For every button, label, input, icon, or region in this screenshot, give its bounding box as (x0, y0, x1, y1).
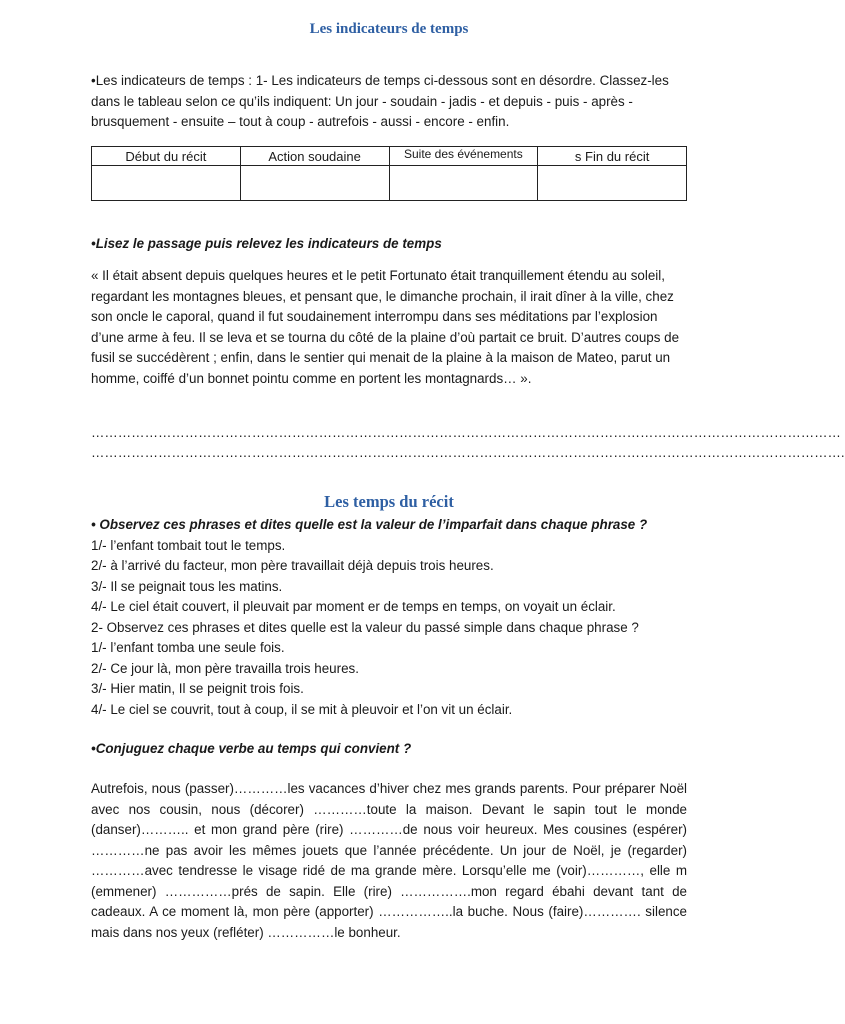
table-header-suite: Suite des événements (389, 147, 538, 166)
section-title-indicateurs: Les indicateurs de temps (309, 21, 469, 37)
table-header-fin: s Fin du récit (538, 147, 687, 166)
answer-line: …………………………………………………………………………………………………………………………………………………… (91, 425, 841, 440)
answer-line: ……………………………………………………………………………………………………………………………………………………. (91, 445, 845, 460)
table-header-debut: Début du récit (92, 147, 241, 166)
list-item: 2/- à l’arrivé du facteur, mon père travaillait déjà depuis trois heures. (91, 558, 494, 573)
passe-simple-list (91, 638, 687, 720)
table-cell-suite (389, 166, 538, 201)
list-item: 1/- l’enfant tombait tout le temps. (91, 537, 286, 553)
table-cell-debut (92, 166, 241, 201)
table-header-row (92, 147, 687, 166)
passage-text: « Il était absent depuis quelques heures et le petit Fortunato était tranquillement étendu au soleil, regardant les montagnes bleues, et pensant que, le dimanche prochain, il irait dîner à la ville, chez son oncle le caporal, quand il fut soudainement interrompu dans ses méditations par l’explosion d’une arme à feu. Il se leva et se tourna du côté de la plaine d’où partait ce bruit. D’autres coups de fusil se succédèrent ; enfin, dans le sentier qui menait de la plaine à la maison de Mateo, parut un homme, coiffé d’un bonnet pointu comme en portent les montagnards… ». (91, 268, 680, 386)
imparfait-list (91, 536, 687, 618)
list-item: 2/- Ce jour là, mon père travailla trois heures. (91, 660, 359, 676)
list-item: 1/- l’enfant tomba une seule fois. (91, 640, 285, 655)
list-item: 3/- Hier matin, Il se peignit trois fois. (91, 681, 304, 696)
question-lisez-passage: •Lisez le passage puis relevez les indicateurs de temps (91, 236, 442, 251)
classification-table (91, 146, 687, 201)
list-item: 4/- Le ciel se couvrit, tout à coup, il se mit à pleuvoir et l’on vit un éclair. (91, 701, 513, 717)
question-imparfait: • Observez ces phrases et dites quelle est la valeur de l’imparfait dans chaque phrase ? (91, 517, 648, 532)
table-answer-row (92, 166, 687, 201)
list-item: 3/- Il se peignait tous les matins. (91, 578, 283, 594)
list-item: 4/- Le ciel était couvert, il pleuvait par moment er de temps en temps, on voyait un éclair. (91, 599, 616, 614)
section-title-temps-recit: Les temps du récit (324, 492, 454, 511)
instruction-paragraph: •Les indicateurs de temps : 1- Les indicateurs de temps ci-dessous sont en désordre. Classez-les dans le tableau selon ce qu’ils indiquent: Un jour - soudain - jadis - et depuis - puis - après - brusquement - ensuite – tout à coup - autrefois - aussi - encore - enfin. (91, 73, 669, 129)
exercise-values-block (91, 515, 687, 720)
table-cell-fin (538, 166, 687, 201)
conjugation-exercise-text: Autrefois, nous (passer)…………les vacances d’hiver chez mes grands parents. Pour préparer Noël avec nos cousin, nous (décorer) …………toute la maison. Devant le sapin tout le monde (danser)……….. et mon grand père (rire) …………de nous voir heureux. Mes cousines (espérer) …………ne pas avoir les mêmes jouets que l’année précédente. Un jour de Noël, je (regarder) …………avec tendresse le visage ridé de ma grande mère. Lorsqu’elle me (voir)…………, elle m (emmener) ……………prés de sapin. Elle (rire) …………….mon regard ébahi devant tant de cadeaux. A ce moment là, mon père (apporter) ……………..la buche. Nous (faire)…………. silence mais dans nos yeux (refléter) ……………le bonheur. (91, 781, 687, 940)
question-conjuguez: •Conjuguez chaque verbe au temps qui convient ? (91, 741, 412, 756)
question-passe-simple: 2- Observez ces phrases et dites quelle est la valeur du passé simple dans chaque phrase ? (91, 619, 639, 635)
table-cell-action (240, 166, 389, 201)
table-header-action: Action soudaine (240, 147, 389, 166)
